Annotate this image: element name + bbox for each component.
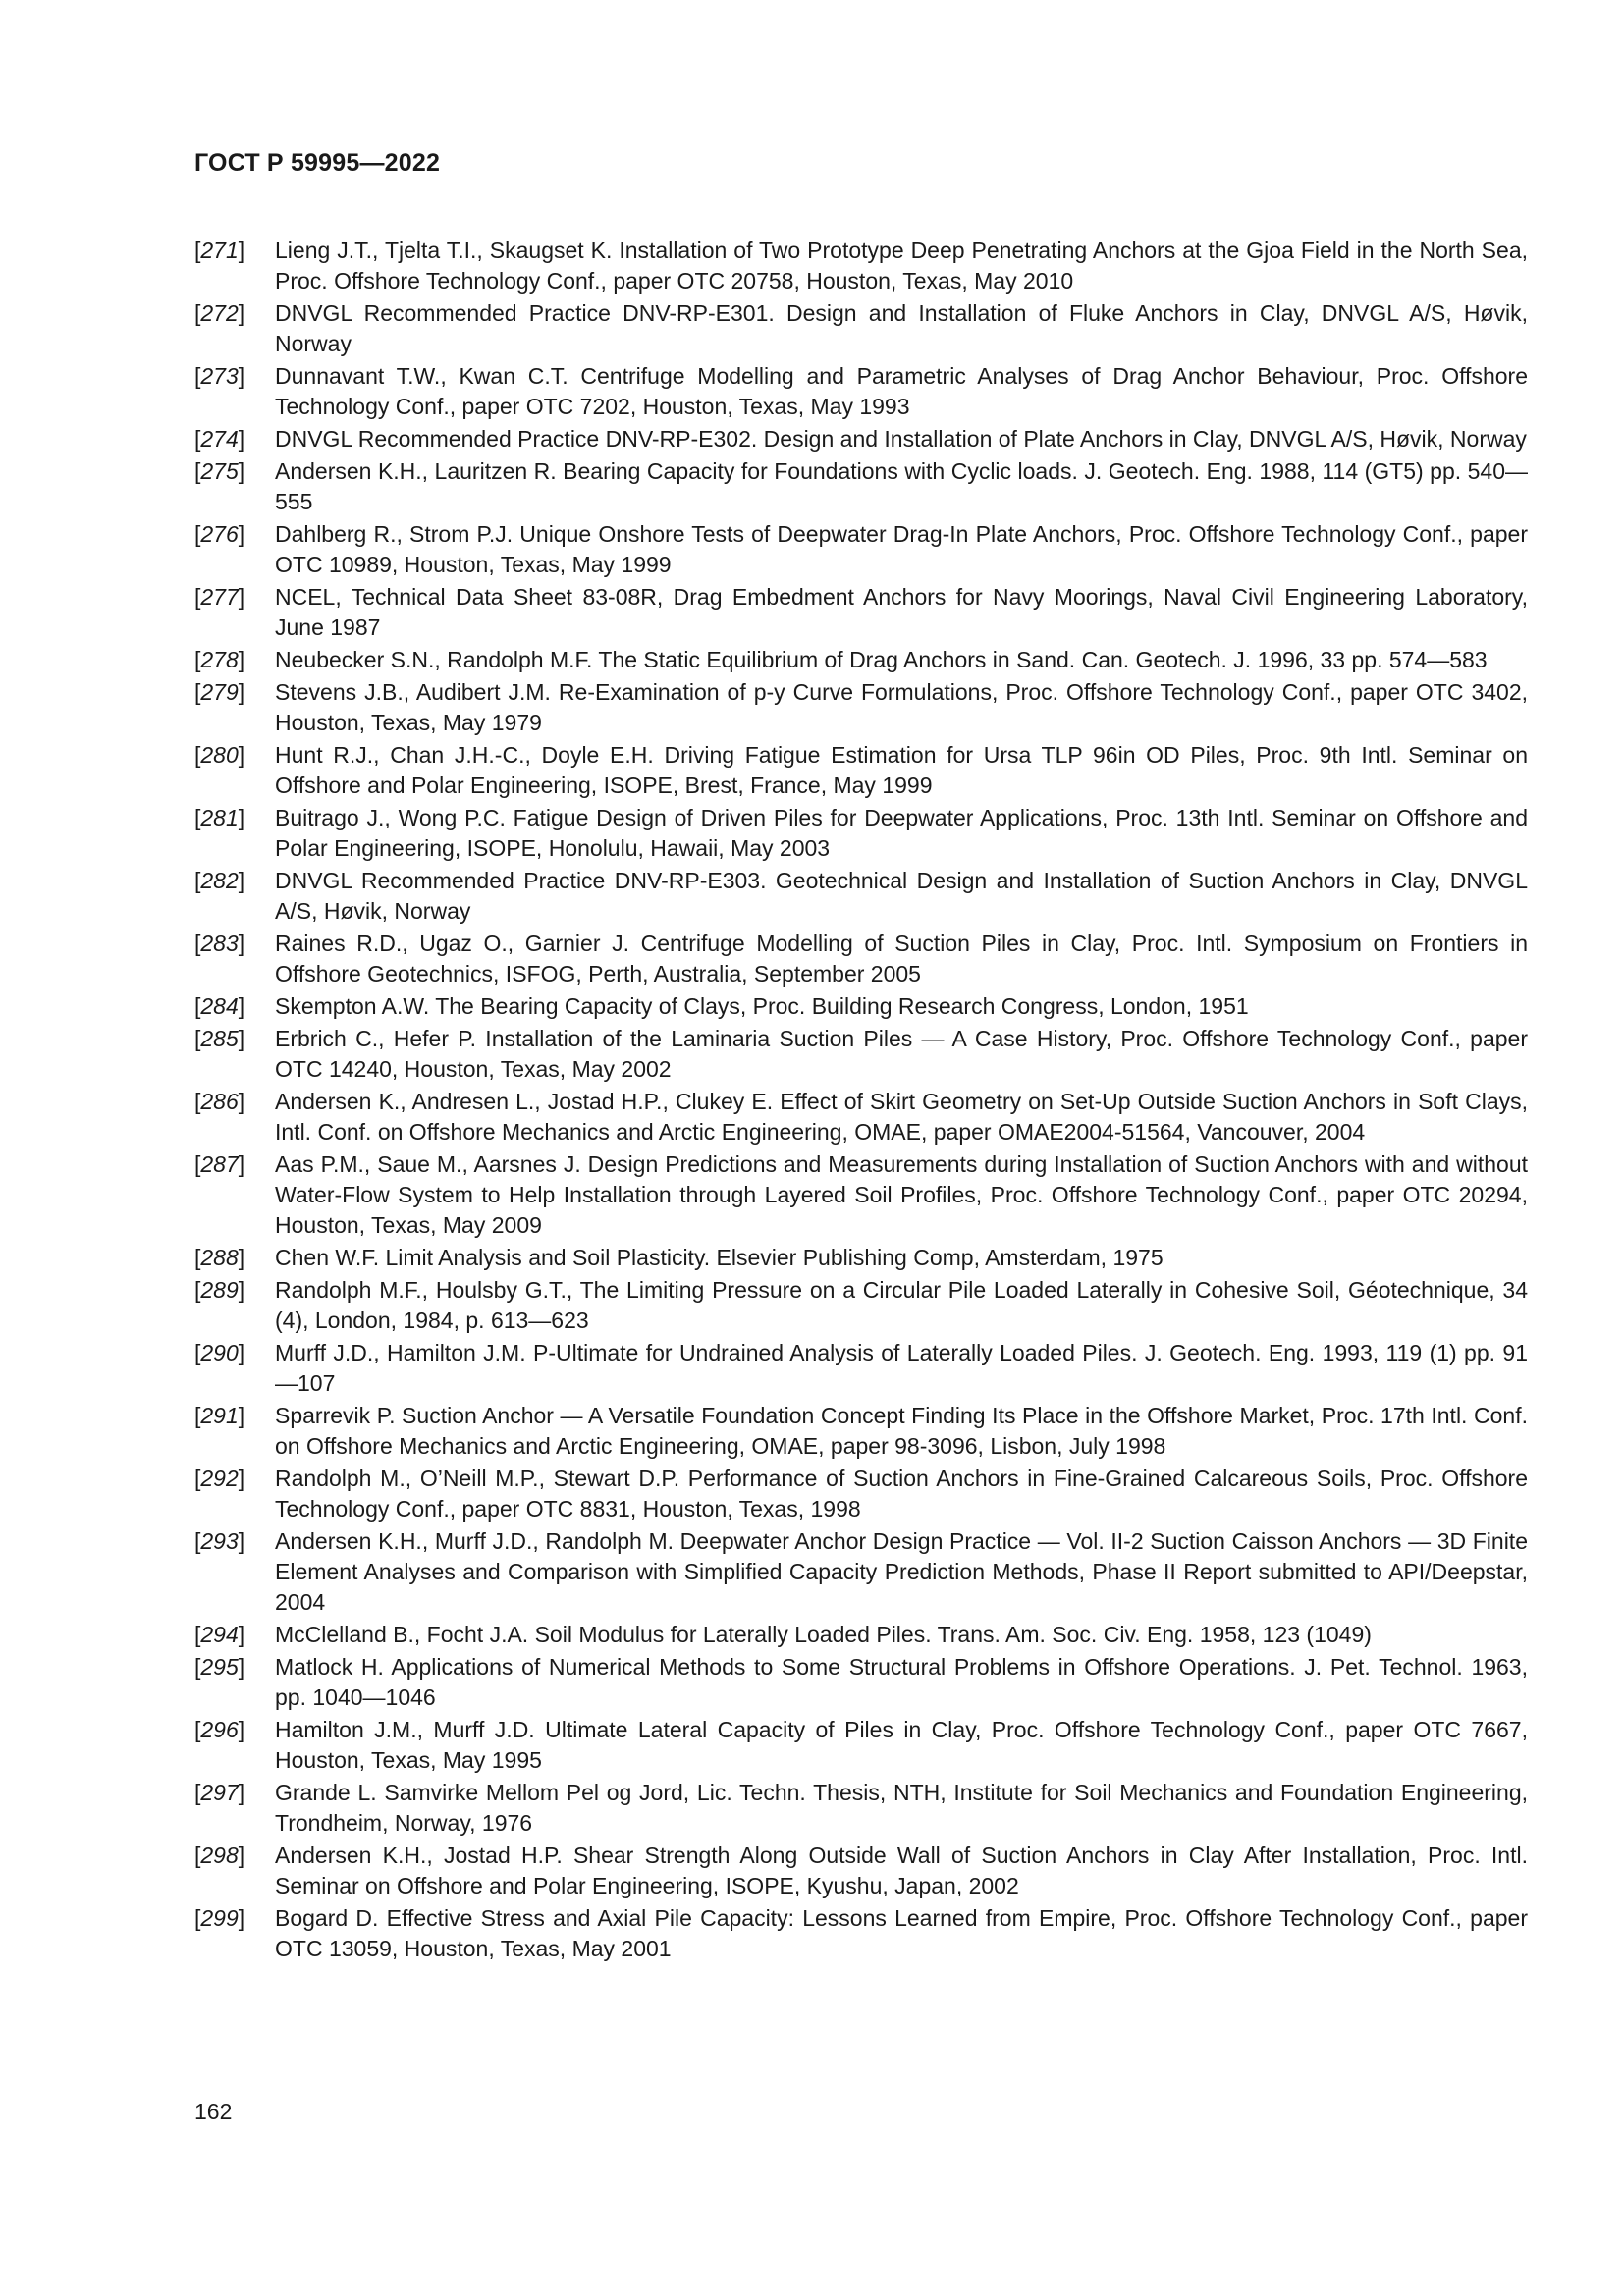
reference-text: Randolph M., O’Neill M.P., Stewart D.P. Performance of Suction Anchors in Fine-Grained Calcareous Soils, Proc. Offshore Technology Conf., paper OTC 8831, Houston, Texas, 1998 xyxy=(275,1466,1528,1522)
reference-text: Hamilton J.M., Murff J.D. Ultimate Lateral Capacity of Piles in Clay, Proc. Offshore Technology Conf., paper OTC 7667, Houston, Texas, May 1995 xyxy=(275,1717,1528,1773)
reference-number: [285] xyxy=(194,1026,245,1051)
reference-text: Matlock H. Applications of Numerical Methods to Some Structural Problems in Offshore Operations. J. Pet. Technol. 1963, pp. 1040—1046 xyxy=(275,1654,1528,1710)
reference-number: [281] xyxy=(194,805,245,830)
reference-text: Grande L. Samvirke Mellom Pel og Jord, Lic. Techn. Thesis, NTH, Institute for Soil Mechanics and Foundation Engineering, Trondheim, Norway, 1976 xyxy=(275,1780,1528,1836)
reference-item xyxy=(194,1903,1528,1964)
reference-text: Erbrich C., Hefer P. Installation of the Laminaria Suction Piles — A Case History, Proc. Offshore Technology Conf., paper OTC 14240, Houston, Texas, May 2002 xyxy=(275,1026,1528,1082)
reference-text: Murff J.D., Hamilton J.M. P-Ultimate for Undrained Analysis of Laterally Loaded Piles. J. Geotech. Eng. 1993, 119 (1) pp. 91—107 xyxy=(275,1340,1528,1396)
reference-number: [289] xyxy=(194,1277,245,1303)
reference-text: Dahlberg R., Strom P.J. Unique Onshore Tests of Deepwater Drag-In Plate Anchors, Proc. Offshore Technology Conf., paper OTC 10989, Houston, Texas, May 1999 xyxy=(275,521,1528,577)
reference-item xyxy=(194,361,1528,422)
reference-text: Lieng J.T., Tjelta T.I., Skaugset K. Installation of Two Prototype Deep Penetrating Anchors at the Gjoa Field in the North Sea, Proc. Offshore Technology Conf., paper OTC 20758, Houston, Texas, May 2010 xyxy=(275,238,1528,294)
reference-item xyxy=(194,456,1528,517)
reference-text: Buitrago J., Wong P.C. Fatigue Design of Driven Piles for Deepwater Applications, Proc. 13th Intl. Seminar on Offshore and Polar Engineering, ISOPE, Honolulu, Hawaii, May 2003 xyxy=(275,805,1528,861)
reference-text: Hunt R.J., Chan J.H.-C., Doyle E.H. Driving Fatigue Estimation for Ursa TLP 96in OD Piles, Proc. 9th Intl. Seminar on Offshore and Polar Engineering, ISOPE, Brest, France, May 1999 xyxy=(275,742,1528,798)
reference-text: Randolph M.F., Houlsby G.T., The Limiting Pressure on a Circular Pile Loaded Laterally in Cohesive Soil, Géotechnique, 34 (4), London, 1984, p. 613—623 xyxy=(275,1277,1528,1333)
reference-number: [272] xyxy=(194,300,245,326)
reference-item xyxy=(194,1526,1528,1618)
reference-number: [297] xyxy=(194,1780,245,1805)
reference-item xyxy=(194,1275,1528,1336)
reference-item xyxy=(194,298,1528,359)
page-number: 162 xyxy=(194,2099,233,2124)
reference-item xyxy=(194,424,1528,454)
reference-text: Chen W.F. Limit Analysis and Soil Plasticity. Elsevier Publishing Comp, Amsterdam, 1975 xyxy=(275,1245,1164,1270)
reference-text: DNVGL Recommended Practice DNV-RP-E303. Geotechnical Design and Installation of Suction Anchors in Clay, DNVGL A/S, Høvik, Norway xyxy=(275,868,1528,924)
reference-number: [276] xyxy=(194,521,245,547)
reference-number: [280] xyxy=(194,742,245,768)
reference-text: NCEL, Technical Data Sheet 83-08R, Drag Embedment Anchors for Navy Moorings, Naval Civil Engineering Laboratory, June 1987 xyxy=(275,584,1528,640)
reference-text: Raines R.D., Ugaz O., Garnier J. Centrifuge Modelling of Suction Piles in Clay, Proc. Intl. Symposium on Frontiers in Offshore Geotechnics, ISFOG, Perth, Australia, September 2005 xyxy=(275,931,1528,987)
reference-item xyxy=(194,1338,1528,1399)
reference-item xyxy=(194,866,1528,927)
reference-item xyxy=(194,519,1528,580)
reference-number: [282] xyxy=(194,868,245,893)
reference-number: [293] xyxy=(194,1528,245,1554)
reference-item xyxy=(194,740,1528,801)
reference-text: Aas P.M., Saue M., Aarsnes J. Design Predictions and Measurements during Installation of Suction Anchors with and without Water-Flow System to Help Installation through Layered Soil Profiles, Proc. Offshore Technology Conf., paper OTC 20294, Houston, Texas, May 2009 xyxy=(275,1151,1528,1238)
reference-number: [277] xyxy=(194,584,245,610)
reference-text: Andersen K.H., Murff J.D., Randolph M. Deepwater Anchor Design Practice — Vol. II-2 Suction Caisson Anchors — 3D Finite Element Analyses and Comparison with Simplified Capacity Prediction Methods, Phase II Report submitted to API/Deepstar, 2004 xyxy=(275,1528,1528,1615)
reference-text: Bogard D. Effective Stress and Axial Pile Capacity: Lessons Learned from Empire, Proc. Offshore Technology Conf., paper OTC 13059, Houston, Texas, May 2001 xyxy=(275,1905,1528,1961)
reference-text: Dunnavant T.W., Kwan C.T. Centrifuge Modelling and Parametric Analyses of Drag Anchor Behaviour, Proc. Offshore Technology Conf., paper OTC 7202, Houston, Texas, May 1993 xyxy=(275,363,1528,419)
reference-item xyxy=(194,929,1528,989)
reference-number: [296] xyxy=(194,1717,245,1742)
reference-number: [286] xyxy=(194,1089,245,1114)
reference-number: [283] xyxy=(194,931,245,956)
reference-number: [298] xyxy=(194,1842,245,1868)
reference-item xyxy=(194,1778,1528,1839)
reference-number: [279] xyxy=(194,679,245,705)
document-header: ГОСТ Р 59995—2022 xyxy=(194,149,441,177)
reference-number: [290] xyxy=(194,1340,245,1365)
reference-number: [275] xyxy=(194,458,245,484)
reference-number: [291] xyxy=(194,1403,245,1428)
reference-list xyxy=(194,236,1528,1966)
reference-text: McClelland B., Focht J.A. Soil Modulus for Laterally Loaded Piles. Trans. Am. Soc. Civ. Eng. 1958, 123 (1049) xyxy=(275,1622,1372,1647)
reference-number: [292] xyxy=(194,1466,245,1491)
reference-item xyxy=(194,236,1528,296)
reference-number: [287] xyxy=(194,1151,245,1177)
reference-text: Neubecker S.N., Randolph M.F. The Static Equilibrium of Drag Anchors in Sand. Can. Geotech. J. 1996, 33 pp. 574—583 xyxy=(275,647,1488,672)
reference-item xyxy=(194,803,1528,864)
reference-number: [288] xyxy=(194,1245,245,1270)
reference-text: Andersen K., Andresen L., Jostad H.P., Clukey E. Effect of Skirt Geometry on Set-Up Outside Suction Anchors in Soft Clays, Intl. Conf. on Offshore Mechanics and Arctic Engineering, OMAE, paper OMAE2004-51564, Vancouver, 2004 xyxy=(275,1089,1528,1145)
reference-number: [299] xyxy=(194,1905,245,1931)
reference-text: DNVGL Recommended Practice DNV-RP-E301. Design and Installation of Fluke Anchors in Clay, DNVGL A/S, Høvik, Norway xyxy=(275,300,1528,356)
reference-number: [294] xyxy=(194,1622,245,1647)
reference-text: Andersen K.H., Jostad H.P. Shear Strength Along Outside Wall of Suction Anchors in Clay After Installation, Proc. Intl. Seminar on Offshore and Polar Engineering, ISOPE, Kyushu, Japan, 2002 xyxy=(275,1842,1528,1898)
reference-number: [278] xyxy=(194,647,245,672)
reference-item xyxy=(194,582,1528,643)
reference-text: Stevens J.B., Audibert J.M. Re-Examination of p-y Curve Formulations, Proc. Offshore Technology Conf., paper OTC 3402, Houston, Texas, May 1979 xyxy=(275,679,1528,735)
reference-number: [273] xyxy=(194,363,245,389)
reference-number: [274] xyxy=(194,426,245,452)
reference-text: DNVGL Recommended Practice DNV-RP-E302. Design and Installation of Plate Anchors in Clay, DNVGL A/S, Høvik, Norway xyxy=(275,426,1527,452)
reference-item xyxy=(194,1149,1528,1241)
reference-item xyxy=(194,677,1528,738)
reference-item xyxy=(194,991,1528,1022)
reference-item xyxy=(194,1401,1528,1462)
reference-item xyxy=(194,1715,1528,1776)
reference-item xyxy=(194,1620,1528,1650)
reference-item xyxy=(194,645,1528,675)
reference-item xyxy=(194,1087,1528,1148)
reference-item xyxy=(194,1024,1528,1085)
reference-text: Skempton A.W. The Bearing Capacity of Clays, Proc. Building Research Congress, London, 1951 xyxy=(275,993,1249,1019)
reference-number: [295] xyxy=(194,1654,245,1680)
reference-text: Andersen K.H., Lauritzen R. Bearing Capacity for Foundations with Cyclic loads. J. Geotech. Eng. 1988, 114 (GT5) pp. 540—555 xyxy=(275,458,1528,514)
reference-number: [271] xyxy=(194,238,245,263)
reference-item xyxy=(194,1464,1528,1524)
reference-number: [284] xyxy=(194,993,245,1019)
reference-item xyxy=(194,1841,1528,1901)
reference-item xyxy=(194,1652,1528,1713)
reference-item xyxy=(194,1243,1528,1273)
reference-text: Sparrevik P. Suction Anchor — A Versatile Foundation Concept Finding Its Place in the Offshore Market, Proc. 17th Intl. Conf. on Offshore Mechanics and Arctic Engineering, OMAE, paper 98-3096, Lisbon, July 1998 xyxy=(275,1403,1528,1459)
